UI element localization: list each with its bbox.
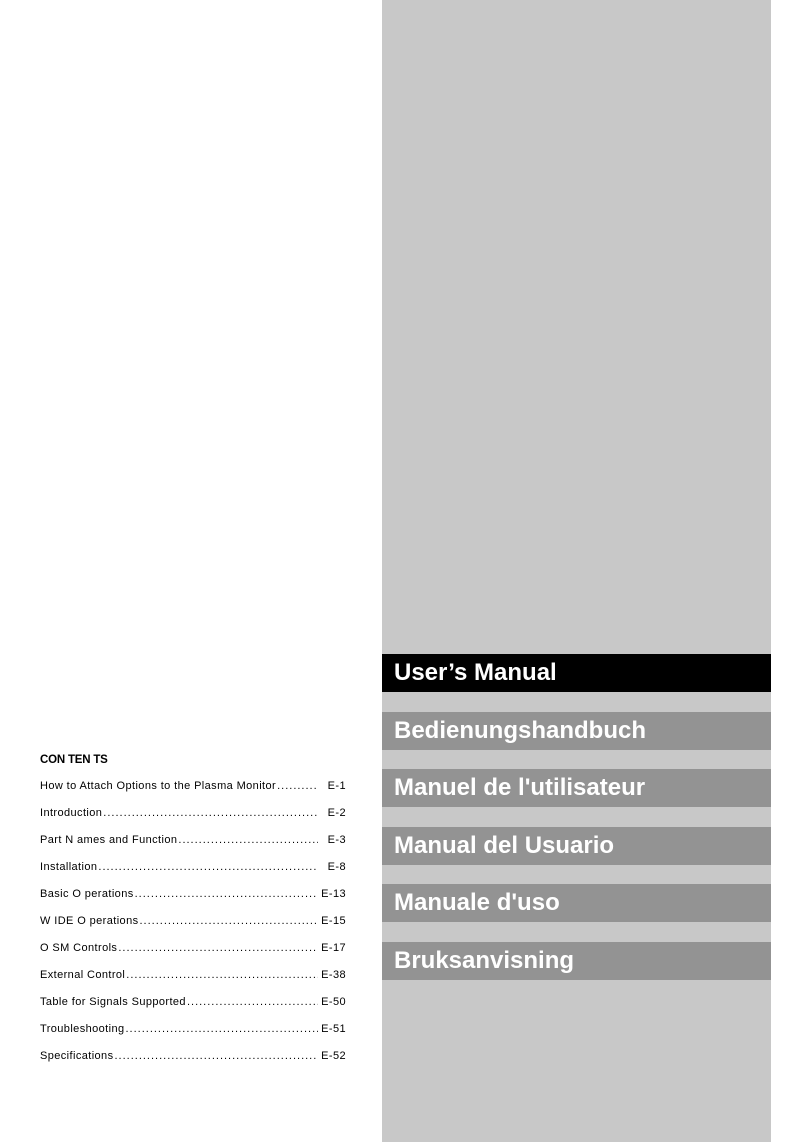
toc-item-page: E-3 xyxy=(327,834,346,846)
toc-item-page: E-51 xyxy=(321,1023,346,1035)
toc-item xyxy=(40,915,346,942)
language-title-spanish: Manual del Usuario xyxy=(382,827,771,865)
toc-leader-dots xyxy=(118,942,318,954)
toc-item xyxy=(40,834,346,861)
language-title-french: Manuel de l'utilisateur xyxy=(382,769,771,807)
language-title-german: Bedienungshandbuch xyxy=(382,712,771,750)
toc-item-title: W IDE O perations xyxy=(40,915,139,927)
toc-item xyxy=(40,1050,346,1077)
toc-leader-dots xyxy=(125,1023,318,1035)
toc-leader-dots xyxy=(98,861,318,873)
toc-item-page: E-2 xyxy=(327,807,346,819)
toc-item-title: Table for Signals Supported xyxy=(40,996,186,1008)
toc-item xyxy=(40,996,346,1023)
toc-item xyxy=(40,1023,346,1050)
toc-item xyxy=(40,780,346,807)
toc-item-title: How to Attach Options to the Plasma Monitor xyxy=(40,780,277,792)
toc-item-title: Specifications xyxy=(40,1050,114,1062)
toc-item-title: Introduction xyxy=(40,807,103,819)
toc-item-title: Basic O perations xyxy=(40,888,134,900)
toc-item xyxy=(40,807,346,834)
toc-item xyxy=(40,888,346,915)
toc-item-page: E-8 xyxy=(327,861,346,873)
toc-item-title: Installation xyxy=(40,861,98,873)
toc-item-page: E-15 xyxy=(321,915,346,927)
toc-list xyxy=(40,780,346,1077)
toc-leader-dots xyxy=(103,807,318,819)
toc-item-page: E-17 xyxy=(321,942,346,954)
language-title-swedish: Bruksanvisning xyxy=(382,942,771,980)
toc-item-page: E-52 xyxy=(321,1050,346,1062)
toc-item-page: E-38 xyxy=(321,969,346,981)
toc-leader-dots xyxy=(135,888,318,900)
toc-item xyxy=(40,969,346,996)
toc-leader-dots xyxy=(114,1050,318,1062)
toc-leader-dots xyxy=(140,915,319,927)
toc-item-page: E-1 xyxy=(327,780,346,792)
toc-item xyxy=(40,942,346,969)
toc-leader-dots xyxy=(277,780,318,792)
toc-leader-dots xyxy=(126,969,318,981)
toc-item-page: E-13 xyxy=(321,888,346,900)
table-of-contents xyxy=(40,752,346,1077)
contents-heading: CON TEN TS xyxy=(40,754,108,766)
language-title-english: User’s Manual xyxy=(382,654,771,692)
toc-item xyxy=(40,861,346,888)
toc-leader-dots xyxy=(178,834,318,846)
toc-leader-dots xyxy=(187,996,318,1008)
toc-item-title: Troubleshooting xyxy=(40,1023,125,1035)
toc-item-page: E-50 xyxy=(321,996,346,1008)
toc-item-title: Part N ames and Function xyxy=(40,834,178,846)
toc-item-title: O SM Controls xyxy=(40,942,118,954)
language-title-italian: Manuale d'uso xyxy=(382,884,771,922)
toc-item-title: External Control xyxy=(40,969,126,981)
